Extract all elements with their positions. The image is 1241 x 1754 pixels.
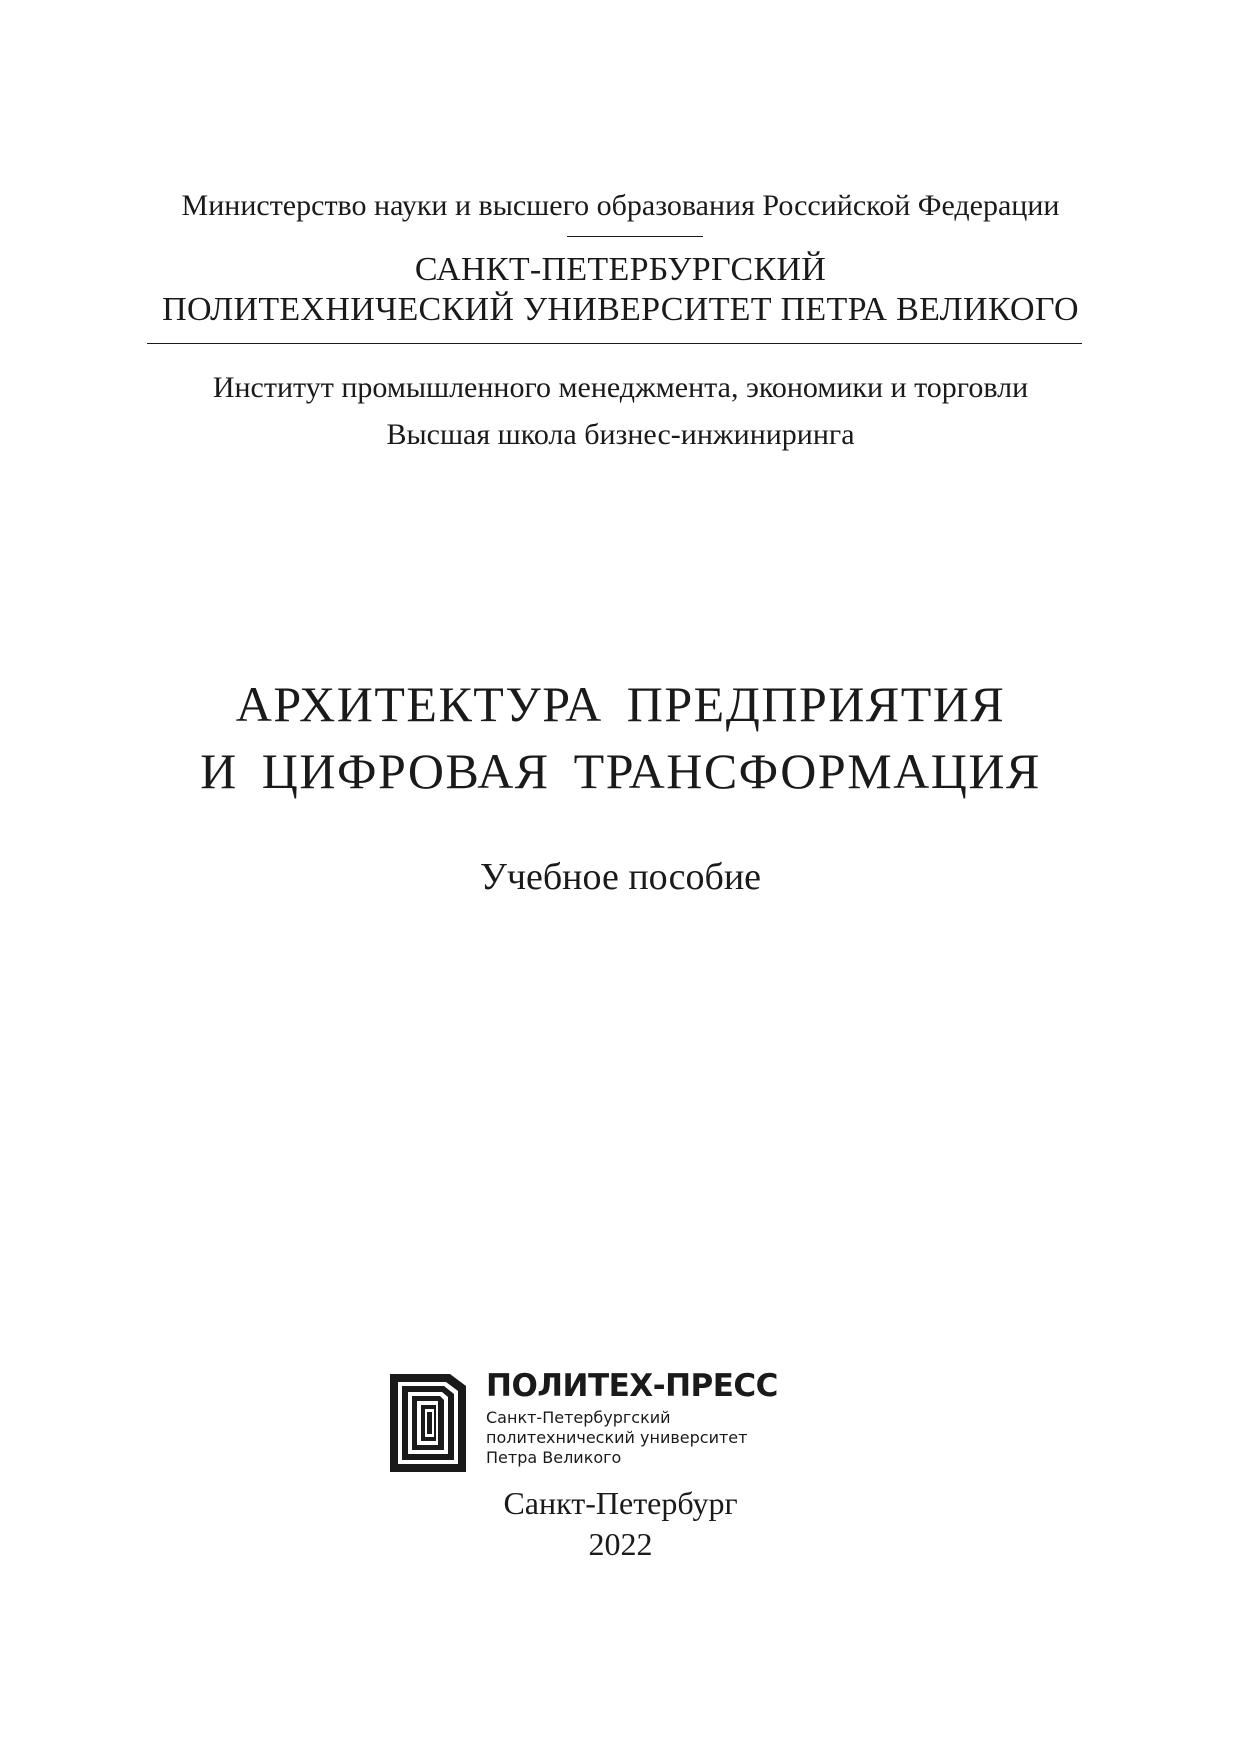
- short-divider: [567, 236, 703, 237]
- book-title-line1: АРХИТЕКТУРА ПРЕДПРИЯТИЯ: [235, 676, 1006, 732]
- school-name: Высшая школа бизнес-инжиниринга: [386, 418, 855, 451]
- ministry-name: Министерство науки и высшего образования Российской Федерации: [181, 189, 1060, 222]
- imprint-city: Санкт-Петербург: [503, 1485, 738, 1521]
- publisher-logo: [386, 1368, 786, 1478]
- long-divider: [147, 343, 1082, 344]
- book-spiral-icon: [386, 1368, 470, 1478]
- publisher-sub-line1: Санкт-Петербургский: [486, 1408, 671, 1427]
- university-name-line2: ПОЛИТЕХНИЧЕСКИЙ УНИВЕРСИТЕТ ПЕТРА ВЕЛИКОГО: [162, 291, 1079, 328]
- book-title-line2: И ЦИФРОВАЯ ТРАНСФОРМАЦИЯ: [200, 743, 1041, 799]
- book-subtitle: Учебное пособие: [479, 856, 762, 898]
- publisher-brand: ПОЛИТЕХ-ПРЕСС: [486, 1368, 778, 1404]
- publisher-text: [486, 1368, 778, 1468]
- publisher-sub-line2: политехнический университет: [486, 1428, 748, 1447]
- publisher-sub-line3: Петра Великого: [486, 1448, 622, 1467]
- institute-name: Институт промышленного менеджмента, экономики и торговли: [212, 371, 1029, 404]
- university-name-line1: САНКТ-ПЕТЕРБУРГСКИЙ: [414, 251, 827, 288]
- imprint-year: 2022: [588, 1526, 653, 1562]
